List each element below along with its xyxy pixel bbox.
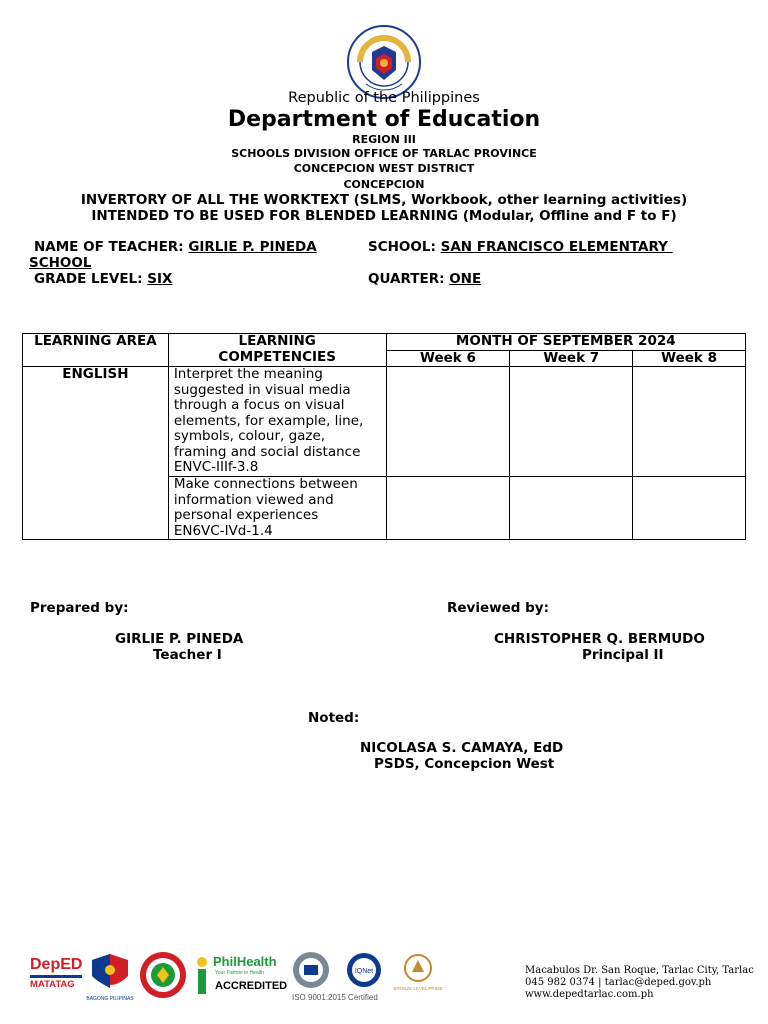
competency-1-line: ENVC-IIIf-3.8	[173, 459, 259, 475]
week-6-cell	[386, 367, 510, 477]
accredited-text: ACCREDITED	[215, 980, 288, 992]
reviewed-by-position: Principal II	[582, 647, 664, 663]
iso-certification-logo	[290, 950, 332, 990]
prime-logo-text: BRONZE LEVEL PRIME	[393, 986, 443, 991]
deped-matatag-logo	[30, 950, 82, 1002]
grade-field	[34, 271, 172, 287]
iqnet-logo-text: IQNet	[354, 968, 374, 975]
competency-1-line: through a focus on visual	[173, 397, 345, 413]
town-line: CONCEPCION	[343, 178, 425, 191]
header-week-8: Week 8	[633, 350, 746, 367]
deped-logo-text: DepED	[30, 956, 83, 973]
table-row	[23, 367, 746, 477]
header-competencies-line-2: COMPETENCIES	[218, 348, 336, 365]
competency-cell-1	[168, 367, 386, 477]
philhealth-tagline: Your Partner in Health	[215, 970, 265, 976]
school-field	[368, 239, 673, 255]
footer-contact: 045 982 0374 | tarlac@deped.gov.ph	[525, 977, 712, 988]
noted-label: Noted:	[308, 710, 360, 726]
header-learning-area: LEARNING AREA	[23, 334, 169, 367]
learning-area-cell: ENGLISH	[23, 367, 169, 540]
week-8-cell	[633, 477, 746, 540]
header-month: MONTH OF SEPTEMBER 2024	[386, 334, 745, 351]
week-7-cell	[510, 367, 633, 477]
teacher-field	[34, 239, 317, 255]
quarter-value: ONE	[449, 271, 482, 287]
division-line: SCHOOLS DIVISION OFFICE OF TARLAC PROVINCE	[231, 147, 537, 160]
competency-1-line: symbols, colour, gaze,	[173, 428, 326, 444]
district-line: CONCEPCION WEST DISTRICT	[293, 162, 475, 175]
grade-label: GRADE LEVEL:	[34, 271, 143, 287]
header-competencies-line-1: LEARNING	[238, 333, 316, 349]
deped-seal-logo	[346, 24, 422, 100]
competency-2-line: EN6VC-IVd-1.4	[173, 522, 273, 539]
competency-2-line: personal experiences	[173, 507, 319, 523]
prepared-by-position: Teacher I	[153, 647, 222, 663]
competency-1-line: elements, for example, line,	[173, 412, 364, 429]
region-line: REGION III	[352, 133, 416, 146]
school-label: SCHOOL:	[368, 239, 436, 255]
week-7-cell	[510, 477, 633, 540]
philhealth-figure-icon	[193, 956, 211, 996]
reviewed-by-name: CHRISTOPHER Q. BERMUDO	[494, 631, 705, 647]
footer-address: Macabulos Dr. San Roque, Tarlac City, Tarlac	[525, 965, 754, 976]
week-6-cell	[386, 477, 510, 540]
competency-1-line: suggested in visual media	[173, 381, 351, 398]
school-seal-logo	[138, 950, 188, 1002]
bagong-logo-text: BAGONG PILIPINAS	[86, 996, 134, 1002]
competency-1-line: Interpret the meaning	[173, 366, 323, 382]
iqnet-logo	[345, 950, 383, 990]
competency-2-line: Make connections between	[173, 476, 358, 492]
school-value-continued: SCHOOL	[29, 255, 92, 271]
title-line-1: INVERTORY OF ALL THE WORKTEXT (SLMS, Workbook, other learning activities)	[80, 192, 688, 208]
title-line-2: INTENDED TO BE USED FOR BLENDED LEARNING (Modular, Offline and F to F)	[91, 208, 677, 224]
grade-value: SIX	[147, 271, 173, 287]
competency-2-line: information viewed and	[173, 491, 334, 508]
competency-1-line: framing and social distance	[173, 443, 361, 460]
noted-position: PSDS, Concepcion West	[374, 756, 555, 772]
matatag-logo-text: MATATAG	[30, 979, 75, 990]
reviewed-by-label: Reviewed by:	[447, 600, 549, 616]
prime-hrm-logo	[393, 950, 443, 1002]
philhealth-logo	[193, 950, 288, 1002]
republic-line: Republic of the Philippines	[288, 90, 480, 106]
teacher-value: GIRLIE P. PINEDA	[188, 239, 317, 255]
teacher-label: NAME OF TEACHER:	[34, 239, 184, 255]
noted-name: NICOLASA S. CAMAYA, EdD	[360, 740, 564, 756]
prepared-by-name: GIRLIE P. PINEDA	[115, 631, 244, 647]
inventory-table	[22, 333, 746, 540]
quarter-field	[368, 271, 481, 287]
header-week-6: Week 6	[386, 350, 510, 367]
header-learning-competencies	[168, 334, 386, 367]
department-title: Department of Education	[227, 107, 541, 132]
competency-cell-2	[168, 477, 386, 540]
iso-certified-text: ISO 9001:2015 Certified	[292, 993, 378, 1002]
table-header-row	[23, 334, 746, 351]
prepared-by-label: Prepared by:	[30, 600, 129, 616]
quarter-label: QUARTER:	[368, 271, 445, 287]
school-value: SAN FRANCISCO ELEMENTARY	[440, 239, 673, 255]
week-8-cell	[633, 367, 746, 477]
footer-website: www.depedtarlac.com.ph	[525, 989, 654, 1000]
bagong-pilipinas-logo	[88, 950, 132, 1002]
philhealth-logo-text: PhilHealth	[213, 954, 277, 969]
header-week-7: Week 7	[510, 350, 633, 367]
